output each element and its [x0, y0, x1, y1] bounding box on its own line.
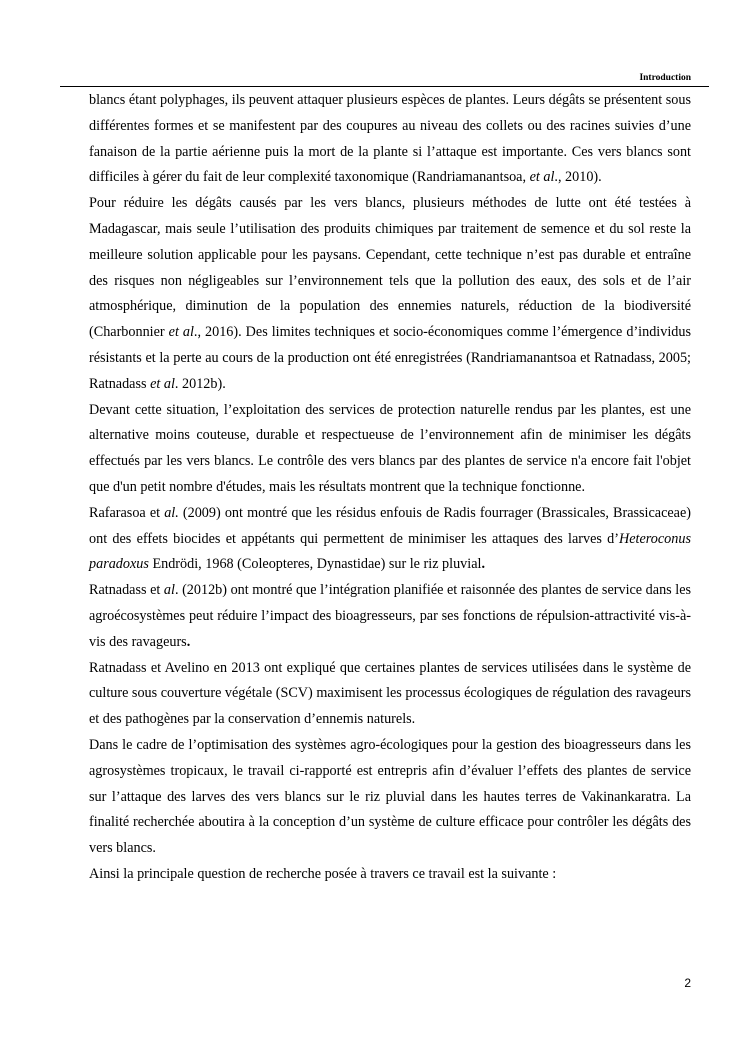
text-segment: Rafarasoa et	[89, 504, 165, 521]
italic-text: al	[163, 582, 175, 599]
page-number: 2	[684, 976, 691, 990]
paragraph	[89, 191, 691, 397]
header-rule	[60, 86, 709, 87]
text-segment: ., 2010).	[554, 169, 602, 186]
text-segment: blancs étant polyphages, ils peuvent attaquer plusieurs espèces de plantes. Leurs dégâts se présentent sous différentes formes et se manifestent par des coupures au niveau des collets ou des racines suivies d’une fanaison de la partie aérienne puis la mort de la plante si l’attaque est importante. Ces vers blancs sont difficiles à gérer du fait de leur complexité taxonomique (Randriamanantsoa,	[89, 92, 691, 186]
text-segment: Ratnadass et	[89, 582, 164, 599]
paragraph	[89, 578, 691, 655]
text-segment: (2009) ont montré que les résidus enfouis de Radis fourrager (Brassicales, Brassicaceae) ont des effets biocides et appétants qui permettent de minimiser les attaques des larves d’	[89, 504, 691, 547]
text-segment: ., 2016). Des limites techniques et socio-économiques comme l’émergence d’individus résistants et la perte au cours de la production ont été enregistrées (Randriamanantsoa et Ratnadass, 2005; Ratnadass	[89, 324, 691, 392]
italic-text: et al	[529, 169, 555, 186]
paragraph	[89, 398, 691, 501]
text-segment: Endrödi, 1968 (Coleopteres, Dynastidae) sur le riz pluvial	[148, 556, 482, 573]
body-text	[89, 88, 691, 888]
italic-text: Heteroconus paradoxus	[89, 530, 691, 573]
italic-text: al.	[164, 504, 179, 521]
paragraph	[89, 733, 691, 862]
running-header-title: Introduction	[639, 73, 691, 83]
italic-text: et al	[150, 375, 175, 392]
text-segment: Ratnadass et Avelino en 2013 ont expliqué que certaines plantes de services utilisées dans le système de culture sous couverture végétale (SCV) maximisent les processus écologiques de régulation des ravageurs et des pathogènes par la conservation d’ennemis naturels.	[89, 659, 691, 728]
italic-text: et al	[168, 324, 194, 341]
paragraph	[89, 88, 691, 191]
text-segment: Dans le cadre de l’optimisation des systèmes agro-écologiques pour la gestion des bioagresseurs dans les agrosystèmes tropicaux, le travail ci-rapporté est entrepris afin d’évaluer l’effets des plantes de service sur l’attaque des larves des vers blancs sur le riz pluvial dans les hautes terres de Vakinankaratra. La finalité recherchée aboutira à la conception d’un système de culture efficace pour contrôler les dégâts des vers blancs.	[89, 736, 691, 857]
text-segment: Ainsi la principale question de recherche posée à travers ce travail est la suivante :	[89, 865, 557, 882]
bold-text: .	[186, 633, 191, 650]
text-segment: Pour réduire les dégâts causés par les vers blancs, plusieurs méthodes de lutte ont été testées à Madagascar, mais seule l’utilisation des produits chimiques par traitement de semence et du sol reste la meilleure solution applicable pour les paysans. Cependant, cette technique n’est pas durable et entraîne des risques non négligeables sur l’environnement tels que la pollution des eaux, des sols et de l’air atmosphérique, diminution de la population des ennemies naturels, réduction de la biodiversité (Charbonnier	[89, 195, 691, 341]
bold-text: .	[481, 556, 485, 573]
text-segment: . (2012b) ont montré que l’intégration planifiée et raisonnée des plantes de service dans les agroécosystèmes peut réduire l’impact des bioagresseurs, par ses fonctions de répulsion-attractivité vis-à-vis des ravageurs	[89, 582, 692, 650]
paragraph	[89, 862, 691, 888]
paragraph	[89, 656, 691, 733]
text-segment: . 2012b).	[174, 375, 226, 392]
text-segment: Devant cette situation, l’exploitation des services de protection naturelle rendus par les plantes, est une alternative moins couteuse, durable et respectueuse de l’environnement afin de minimiser les dégâts effectués par les vers blancs. Le contrôle des vers blancs par des plantes de service n'a encore fait l'objet que d'un petit nombre d'études, mais les résultats montrent que la technique fonctionne.	[89, 401, 691, 495]
paragraph	[89, 501, 691, 578]
